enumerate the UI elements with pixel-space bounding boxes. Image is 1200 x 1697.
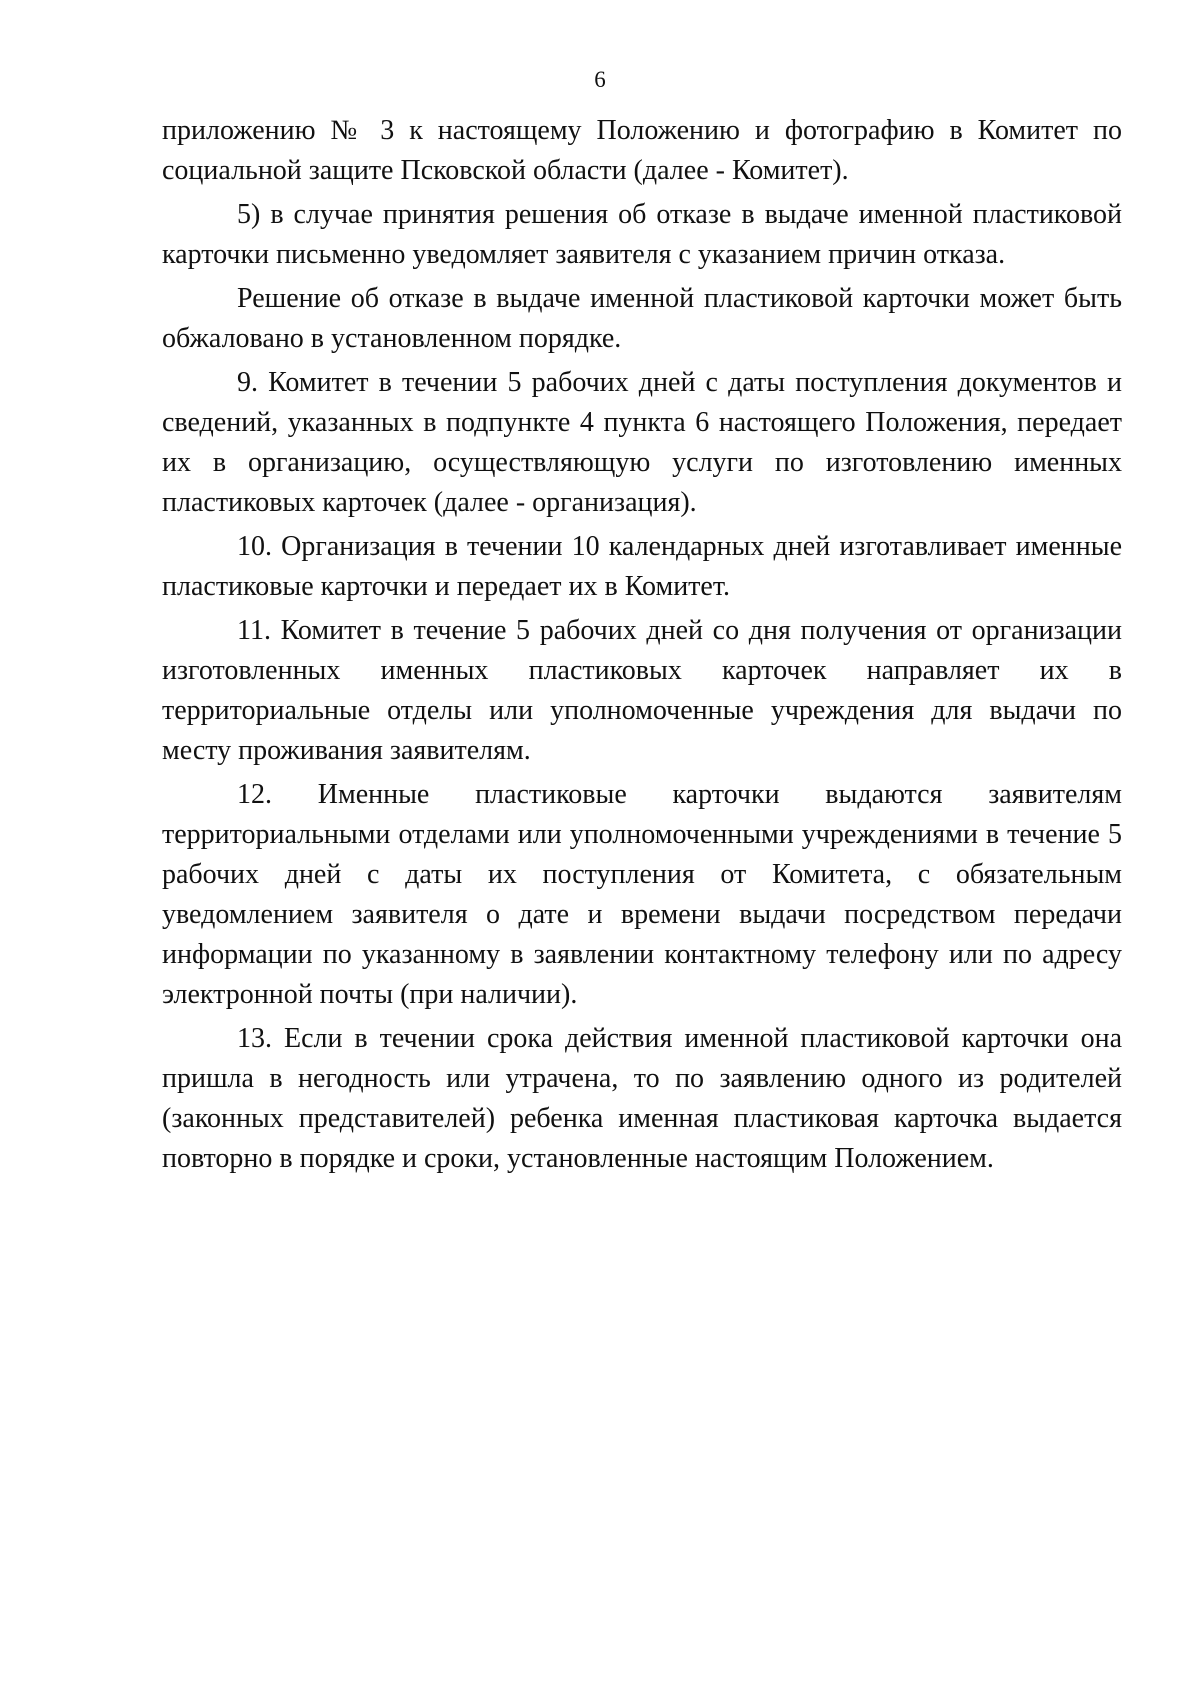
paragraph-item-5: 5) в случае принятия решения об отказе в выдаче именной пластиковой карточки письменно уведомляет заявителя с указанием причин отказа. [162,199,1122,270]
paragraph-item-13: 13. Если в течении срока действия именной пластиковой карточки она пришла в негодность или утрачена, то по заявлению одного из родителей (законных представителей) ребенка именная пластиковая карточка выдается повторно в порядке и сроки, установленные настоящим Положением. [162,1023,1122,1174]
page-number: 6 [594,67,606,92]
paragraph-item-12: 12. Именные пластиковые карточки выдаются заявителям территориальными отделами или уполномоченными учреждениями в течение 5 рабочих дней с даты их поступления от Комитета, с обязательным уведомлением заявителя о дате и времени выдачи посредством передачи информации по указанному в заявлении контактному телефону или по адресу электронной почты (при наличии). [162,779,1122,1010]
paragraph-appeal: Решение об отказе в выдаче именной пластиковой карточки может быть обжаловано в установленном порядке. [162,283,1122,354]
paragraph-item-9: 9. Комитет в течении 5 рабочих дней с даты поступления документов и сведений, указанных в подпункте 4 пункта 6 настоящего Положения, передает их в организацию, осуществляющую услуги по изготовлению именных пластиковых карточек (далее - организация). [162,367,1122,518]
paragraph-continuation: приложению № 3 к настоящему Положению и фотографию в Комитет по социальной защите Псковской области (далее - Комитет). [162,115,1122,186]
paragraph-item-10: 10. Организация в течении 10 календарных дней изготавливает именные пластиковые карточки и передает их в Комитет. [162,531,1122,602]
document-body [162,111,1122,1179]
paragraph-item-11: 11. Комитет в течение 5 рабочих дней со дня получения от организации изготовленных именных пластиковых карточек направляет их в территориальные отделы или уполномоченные учреждения для выдачи по месту проживания заявителям. [162,615,1122,766]
